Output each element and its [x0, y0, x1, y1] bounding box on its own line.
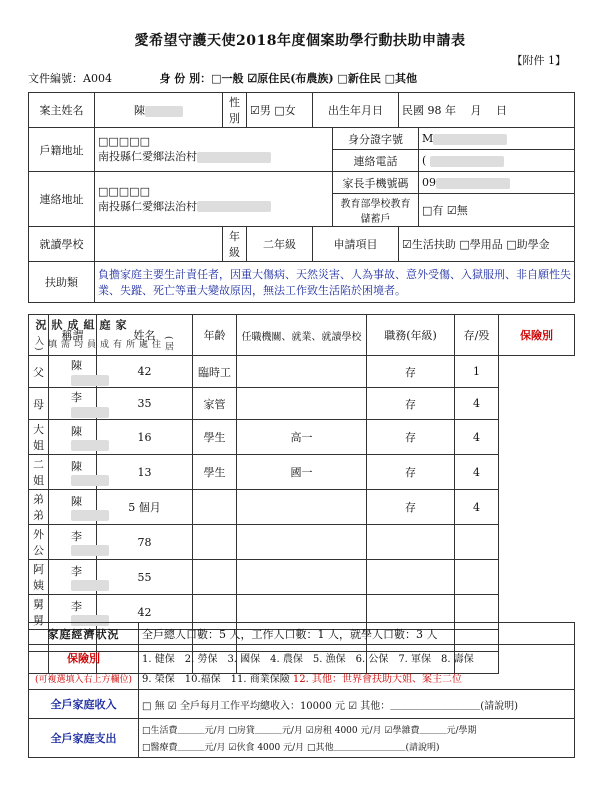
table-row	[29, 560, 575, 595]
employer-cell	[193, 490, 237, 525]
blurred-text	[71, 375, 109, 386]
household-address-text: 南投縣仁愛鄉法治村	[98, 150, 197, 163]
parent-mobile-label: 家長手機號碼	[333, 172, 419, 194]
mobile-prefix: 09	[422, 176, 436, 189]
title-cell: 母	[29, 388, 49, 420]
reason-label: 扶助類	[29, 262, 95, 303]
header-alive: 存/殁	[455, 315, 499, 356]
contact-phone-value	[419, 150, 575, 172]
table-row	[29, 490, 575, 525]
title-cell: 阿姨	[29, 560, 49, 595]
family-side-title: 家庭組成狀況	[34, 319, 127, 332]
birth-value: 民國 98 年 月 日	[399, 93, 575, 128]
blurred-text	[436, 178, 510, 189]
school-value	[95, 227, 223, 262]
blurred-text	[71, 510, 109, 521]
gender-options: ☑男 □女	[247, 93, 313, 128]
alive-cell: 存	[367, 388, 455, 420]
insurance-cell: 4	[455, 490, 499, 525]
employer-cell: 臨時工	[193, 356, 237, 388]
title-cell: 父	[29, 356, 49, 388]
age-cell: 42	[97, 356, 193, 388]
expense-line-2: □醫療費＿＿＿元/月 ☑伙食 4000 元/月 □其他＿＿＿＿＿＿＿＿(請說明)	[142, 743, 440, 753]
table-row	[29, 356, 575, 388]
name-cell: 李	[49, 560, 97, 595]
blurred-text	[71, 580, 109, 591]
phone-prefix: (	[422, 154, 427, 167]
id-label: 身分證字號	[333, 128, 419, 150]
title-cell: 外公	[29, 525, 49, 560]
gender-label: 性別	[223, 93, 247, 128]
position-cell: 高一	[237, 420, 367, 455]
age-cell: 16	[97, 420, 193, 455]
employer-cell	[193, 525, 237, 560]
insurance-note: (可複選填入右上方欄位)	[34, 674, 133, 685]
position-cell	[237, 388, 367, 420]
table-row	[29, 420, 575, 455]
doc-number: 文件編號：A004	[28, 72, 112, 85]
name-cell: 李	[49, 595, 97, 630]
insurance-cell	[29, 645, 139, 690]
title-cell: 大姐	[29, 420, 49, 455]
position-cell	[237, 356, 367, 388]
household-label: 戶籍地址	[29, 128, 95, 172]
table-row	[29, 455, 575, 490]
name-cell: 陳	[49, 420, 97, 455]
age-cell: 78	[97, 525, 193, 560]
apply-label: 申請項目	[313, 227, 399, 262]
subsidy-options: □有 ☑無	[419, 194, 575, 227]
insurance-line-2-other: 12. 其他：世界會扶助大姐、案主二位	[292, 673, 462, 685]
insurance-cell: 1	[455, 356, 499, 388]
economy-label: 家庭經濟狀況	[29, 623, 139, 645]
reason-text: 負擔家庭主要生計責任者，因重大傷病、天然災害、人為事故、意外受傷、入獄服刑、非自願性失業、失蹤、死亡等重大變故原因，無法工作致生活陷於困境者。	[95, 262, 575, 303]
case-name-value: 陳	[95, 93, 223, 128]
alive-cell: 存	[367, 490, 455, 525]
family-side-note: (居住處所有成員均需填入)	[33, 336, 173, 353]
name-cell: 李	[49, 525, 97, 560]
insurance-cell	[455, 560, 499, 595]
blurred-text	[71, 545, 109, 556]
mailing-label: 連絡地址	[29, 172, 95, 227]
employer-cell	[193, 560, 237, 595]
insurance-line-1: 1. 健保 2. 勞保 3. 國保 4. 農保 5. 漁保 6. 公保 7. 軍保 8. 壽保	[142, 653, 474, 665]
insurance-cell: 4	[455, 455, 499, 490]
position-cell: 國一	[237, 455, 367, 490]
header-name: 姓名	[97, 315, 193, 356]
economy-text: 全戶總人口數：5 人，工作人口數：1 人，就學人口數：3 人	[139, 623, 575, 645]
expense-line-1: □生活費＿＿＿元/月 □房貸＿＿＿元/月 ☑房租 4000 元/月 ☑學雜費＿＿＿元/學期	[142, 726, 477, 736]
age-cell: 5 個月	[97, 490, 193, 525]
mailing-zip-boxes: □□□□□	[98, 184, 150, 198]
header-employer: 任職機關、就業、就讀學校	[237, 315, 367, 356]
alive-cell: 存	[367, 455, 455, 490]
table-row	[29, 525, 575, 560]
employer-cell: 家管	[193, 388, 237, 420]
header-title: 稱謂	[49, 315, 97, 356]
alive-cell: 存	[367, 420, 455, 455]
position-cell	[237, 490, 367, 525]
identity-line: 身 份 別：□一般 ☑原住民(布農族) □新住民 □其他	[159, 72, 418, 85]
name-cell: 陳	[49, 490, 97, 525]
blurred-text	[433, 134, 507, 145]
blurred-text	[71, 407, 109, 418]
age-cell: 55	[97, 560, 193, 595]
id-value	[419, 128, 575, 150]
name-cell: 李	[49, 388, 97, 420]
alive-cell	[367, 525, 455, 560]
family-table	[28, 314, 575, 674]
contact-phone-label: 連絡電話	[333, 150, 419, 172]
basic-info-table	[28, 92, 575, 303]
mailing-address-text: 南投縣仁愛鄉法治村	[98, 199, 197, 213]
name-cell: 陳	[49, 356, 97, 388]
table-row	[29, 388, 575, 420]
alive-cell	[367, 560, 455, 595]
mailing-address	[95, 172, 333, 227]
insurance-cell: 4	[455, 388, 499, 420]
household-address	[95, 128, 333, 172]
header-age: 年齡	[193, 315, 237, 356]
id-prefix: M	[422, 132, 434, 145]
form-title: 愛希望守護天使2018年度個案助學行動扶助申請表	[134, 33, 466, 49]
meta-line	[28, 70, 417, 86]
title-cell: 弟弟	[29, 490, 49, 525]
blurred-text	[430, 156, 504, 167]
economy-table	[28, 622, 575, 758]
header-position: 職務(年級)	[367, 315, 455, 356]
insurance-cell	[455, 525, 499, 560]
birth-label: 出生年月日	[313, 93, 399, 128]
insurance-cell: 4	[455, 420, 499, 455]
title-cell: 舅舅	[29, 595, 49, 630]
age-cell: 42	[97, 595, 193, 630]
income-text: □ 無 ☑ 全戶每月工作平均總收入：10000 元 ☑ 其他：＿＿＿＿＿＿＿＿＿(請說明)	[139, 690, 575, 719]
case-name-label: 案主姓名	[29, 93, 95, 128]
employer-cell: 學生	[193, 420, 237, 455]
position-cell	[237, 560, 367, 595]
subsidy-label: 教育部學校教育儲蓄戶	[333, 194, 419, 227]
grade-value: 二年級	[247, 227, 313, 262]
blurred-text	[197, 201, 271, 212]
blurred-text	[71, 475, 109, 486]
income-label: 全戶家庭收入	[29, 690, 139, 719]
expense-text	[139, 719, 575, 758]
blurred-text	[145, 106, 183, 117]
title-cell: 二姐	[29, 455, 49, 490]
household-zip-boxes: □□□□□	[98, 135, 150, 148]
parent-mobile-value	[419, 172, 575, 194]
insurance-options	[139, 645, 575, 690]
age-cell: 13	[97, 455, 193, 490]
school-label: 就讀學校	[29, 227, 95, 262]
insurance-label: 保險別	[67, 651, 100, 665]
apply-options: ☑生活扶助 □學用品 □助學金	[399, 227, 575, 262]
blurred-text	[197, 152, 271, 163]
name-cell: 陳	[49, 455, 97, 490]
insurance-line-2: 9. 榮保 10.福保 11. 商業保險	[142, 673, 290, 685]
header-insurance: 保險別	[499, 315, 575, 356]
employer-cell: 學生	[193, 455, 237, 490]
grade-label: 年級	[223, 227, 247, 262]
appendix-label: 【附件 1】	[511, 54, 566, 67]
alive-cell: 存	[367, 356, 455, 388]
position-cell	[237, 525, 367, 560]
blurred-text	[71, 440, 109, 451]
expense-label: 全戶家庭支出	[29, 719, 139, 758]
age-cell: 35	[97, 388, 193, 420]
